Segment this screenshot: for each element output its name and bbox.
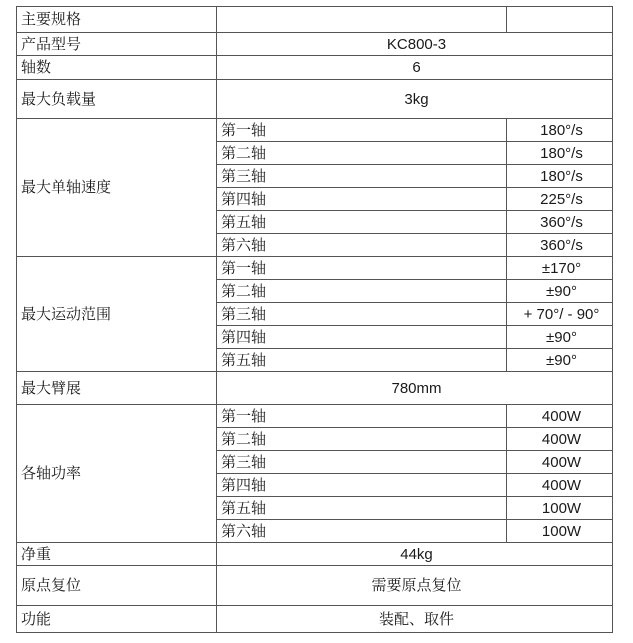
range-axis: 第二轴 — [217, 280, 507, 303]
payload-label: 最大负载量 — [17, 80, 217, 119]
speed-row — [17, 119, 613, 142]
power-value: 400W — [507, 428, 613, 451]
header-label: 主要规格 — [17, 7, 217, 33]
range-axis: 第三轴 — [217, 303, 507, 326]
header-row — [17, 7, 613, 33]
range-axis: 第一轴 — [217, 257, 507, 280]
power-axis: 第五轴 — [217, 497, 507, 520]
speed-value: 180°/s — [507, 119, 613, 142]
range-value: ±90° — [507, 280, 613, 303]
homing-value: 需要原点复位 — [217, 566, 613, 606]
speed-value: 180°/s — [507, 165, 613, 188]
range-axis: 第四轴 — [217, 326, 507, 349]
speed-value: 180°/s — [507, 142, 613, 165]
power-axis: 第三轴 — [217, 451, 507, 474]
power-value: 400W — [507, 474, 613, 497]
speed-axis: 第五轴 — [217, 211, 507, 234]
range-value: + 70°/ - 90° — [507, 303, 613, 326]
spec-table — [16, 6, 613, 633]
reach-value: 780mm — [217, 372, 613, 405]
speed-value: 225°/s — [507, 188, 613, 211]
power-axis: 第四轴 — [217, 474, 507, 497]
power-value: 100W — [507, 520, 613, 543]
speed-axis: 第六轴 — [217, 234, 507, 257]
speed-axis: 第三轴 — [217, 165, 507, 188]
speed-axis: 第二轴 — [217, 142, 507, 165]
speed-axis: 第四轴 — [217, 188, 507, 211]
axes-label: 轴数 — [17, 56, 217, 80]
payload-row — [17, 80, 613, 119]
range-value: ±90° — [507, 349, 613, 372]
payload-value: 3kg — [217, 80, 613, 119]
weight-label: 净重 — [17, 543, 217, 566]
power-axis: 第一轴 — [217, 405, 507, 428]
range-axis: 第五轴 — [217, 349, 507, 372]
model-row — [17, 33, 613, 56]
axes-value: 6 — [217, 56, 613, 80]
range-value: ±170° — [507, 257, 613, 280]
weight-value: 44kg — [217, 543, 613, 566]
function-row — [17, 606, 613, 633]
power-value: 100W — [507, 497, 613, 520]
function-label: 功能 — [17, 606, 217, 633]
power-axis: 第二轴 — [217, 428, 507, 451]
weight-row — [17, 543, 613, 566]
power-axis: 第六轴 — [217, 520, 507, 543]
function-value: 装配、取件 — [217, 606, 613, 633]
axes-row — [17, 56, 613, 80]
range-value: ±90° — [507, 326, 613, 349]
reach-row — [17, 372, 613, 405]
reach-label: 最大臂展 — [17, 372, 217, 405]
range-row — [17, 257, 613, 280]
speed-axis: 第一轴 — [217, 119, 507, 142]
model-label: 产品型号 — [17, 33, 217, 56]
power-row — [17, 405, 613, 428]
homing-label: 原点复位 — [17, 566, 217, 606]
power-label: 各轴功率 — [17, 405, 217, 543]
speed-value: 360°/s — [507, 211, 613, 234]
model-value: KC800-3 — [217, 33, 613, 56]
range-label: 最大运动范围 — [17, 257, 217, 372]
power-value: 400W — [507, 405, 613, 428]
power-value: 400W — [507, 451, 613, 474]
speed-label: 最大单轴速度 — [17, 119, 217, 257]
homing-row — [17, 566, 613, 606]
header-blank-2 — [217, 7, 507, 33]
header-blank-3 — [507, 7, 613, 33]
speed-value: 360°/s — [507, 234, 613, 257]
